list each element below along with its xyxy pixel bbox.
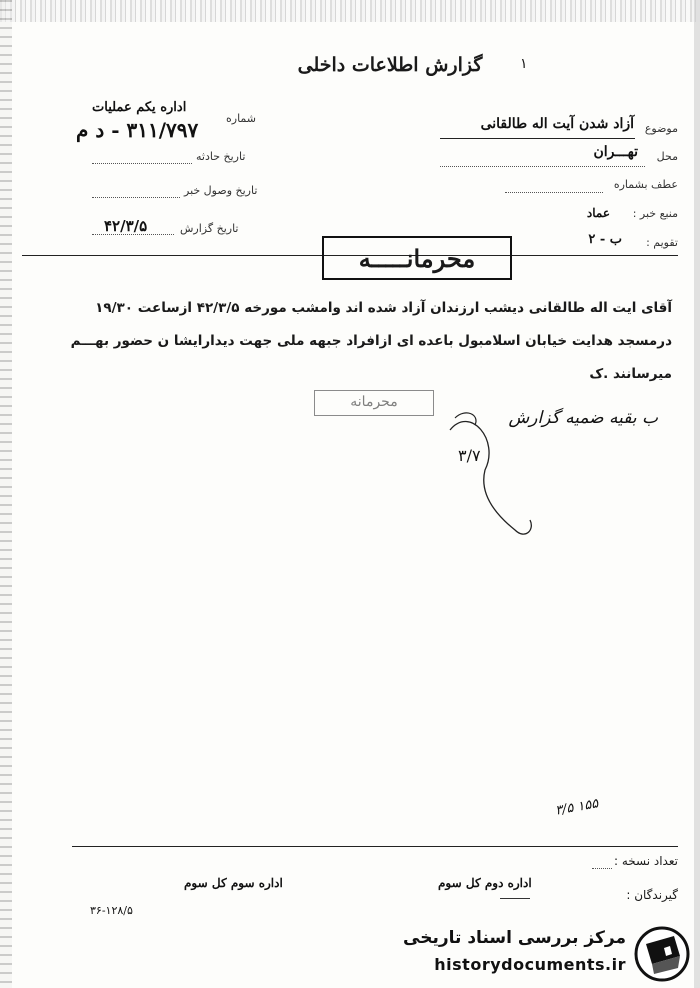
- handwritten-number: ۳/۷: [458, 446, 481, 465]
- recipient-2: اداره سوم کل سوم: [184, 876, 283, 890]
- scan-edge-right: [694, 0, 700, 988]
- receipt-date-dots: [92, 197, 180, 198]
- body-line-1: آقای ایت اله طالقانی دیشب ارزندان آزاد شده اند وامشب مورخه ۴۲/۳/۵ ازساعت ۱۹/۳۰: [95, 300, 672, 316]
- archive-logo-icon: [634, 926, 690, 982]
- recipients-label: گیرندگان :: [626, 888, 678, 902]
- header-mark: ۱: [520, 56, 528, 72]
- source-value: عماد: [586, 206, 610, 220]
- reference-label: عطف بشماره: [613, 178, 678, 191]
- recipient-1-underline: [500, 898, 530, 899]
- footer-divider: [72, 846, 678, 847]
- copies-label: تعداد نسخه :: [613, 854, 678, 868]
- location-label: محل: [656, 150, 678, 163]
- subject-value: آزاد شدن آیت اله طالقانی: [480, 116, 634, 132]
- signature-scribble: [440, 400, 550, 550]
- form-code: ۳۶-۱۲۸/۵: [90, 904, 133, 917]
- classification-stamp: [322, 236, 512, 280]
- location-dots: [440, 166, 645, 167]
- report-date-value: ۴۲/۳/۵: [104, 217, 148, 235]
- report-date-dots: [92, 234, 174, 235]
- reference-dots: [505, 192, 603, 193]
- handwritten-note: ب بقیه ضمیه گزارش: [508, 408, 658, 428]
- faint-stamp: [314, 390, 434, 416]
- scan-noise: [0, 0, 700, 22]
- incident-date-label: تاریخ حادثه: [196, 150, 246, 163]
- handwritten-date: ۱۵۵ ۳/۵: [554, 796, 600, 819]
- number-office: اداره یکم عملیات: [92, 100, 187, 115]
- classification-stamp-text: محرمانـــــه: [358, 244, 476, 273]
- scan-edge: [0, 0, 12, 988]
- faint-stamp-text: محرمانه: [350, 394, 398, 410]
- body-line-2: درمسجد هدایت خیابان اسلامبول باعده ای ازافراد جبهه ملی جهت دیدارایشا ن حضور بهـــم: [70, 333, 672, 349]
- recipient-1: اداره دوم کل سوم: [438, 876, 532, 890]
- report-date-label: تاریخ گزارش: [180, 222, 239, 235]
- subject-label: موضوع: [644, 122, 678, 135]
- subject-underline: [440, 138, 635, 139]
- number-label: شماره: [226, 112, 257, 125]
- watermark-url: historydocuments.ir: [434, 955, 626, 974]
- receipt-date-label: تاریخ وصول خبر: [184, 184, 258, 197]
- watermark-logo: [403, 926, 690, 984]
- calendar-value: ب - ۲: [588, 232, 622, 247]
- location-value: تهـــران: [593, 144, 638, 160]
- calendar-label: تقویم :: [646, 236, 678, 249]
- copies-dots: [592, 868, 612, 869]
- watermark-title: مرکز بررسی اسناد تاریخی: [403, 928, 626, 948]
- body-line-3: میرسانند .ک: [589, 366, 672, 382]
- number-value: ۳۱۱/۷۹۷ - د م: [76, 118, 199, 142]
- source-label: منبع خبر :: [632, 207, 678, 220]
- incident-date-dots: [92, 163, 192, 164]
- document-title: گزارش اطلاعات داخلی: [297, 54, 483, 76]
